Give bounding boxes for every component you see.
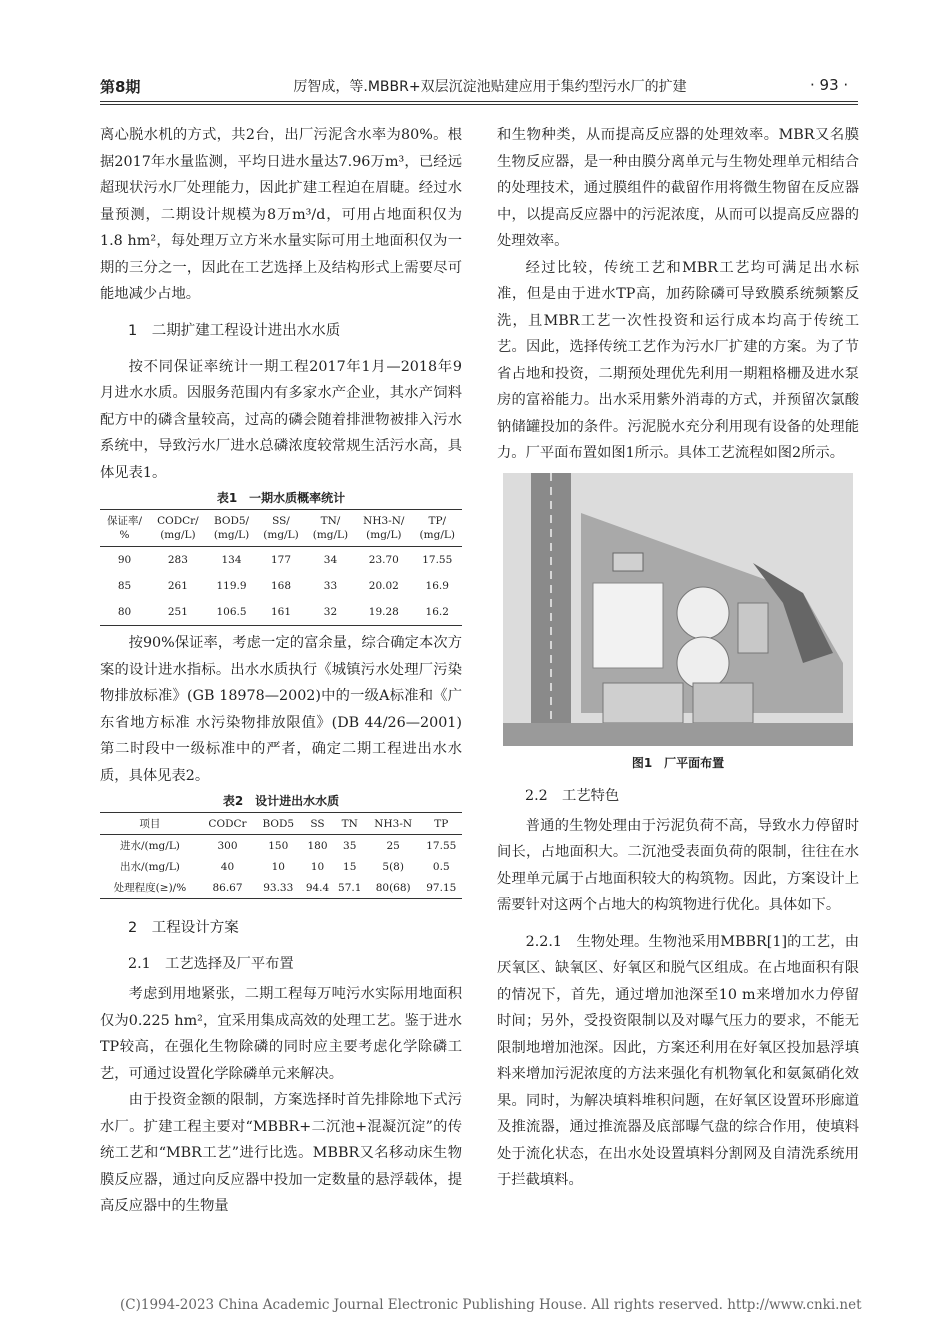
table-cell: 0.5 [432,860,450,873]
table-cell: 5(8) [382,860,404,873]
table-cell: 10 [310,860,325,873]
table-caption: 表1 一期水质概率统计 [216,491,346,505]
table-cell: 17.55 [422,554,453,566]
section-heading: 1 二期扩建工程设计进出水水质 [128,322,341,339]
site-plan-image [503,473,853,746]
table-cell: 出水/(mg/L) [119,861,180,873]
journal-issue: 第8期 [100,78,141,96]
right-column [497,122,859,1194]
column-header: CODCr/ (mg/L) [149,510,207,547]
page-number: · 93 · [810,76,849,94]
table-cell: 16.9 [425,580,449,592]
table-cell: 23.70 [368,554,399,566]
paragraph: 离心脱水机的方式，共2台，出厂污泥含水率为80%。根据2017年水量监测，平均日进水量达7.96万m³，已经远超现状污水厂处理能力，因此扩建工程迫在眉睫。经过水量预测，二期设计规模为8万m³/d，可用占地面积仅为1.8 hm²，每处理万立方米水量实际可用土地面积仅为一期的三分之一，因此在工艺选择上及结构形式上需要尽可能地减少占地。 [100,127,462,302]
table-cell: 90 [117,554,132,566]
column-header: BOD5/ (mg/L) [207,510,256,547]
table-cell: 97.15 [426,881,457,894]
column-header: TP/ (mg/L) [412,510,462,547]
header-rule [100,101,858,102]
header-rule-thin [100,104,858,105]
table-cell: 300 [217,839,238,852]
column-header: CODCr [200,813,255,835]
table-row [100,599,462,626]
table-row [100,877,462,899]
column-header: BOD5 [255,813,301,835]
table-cell: 86.67 [212,881,243,894]
table-cell: 80(68) [375,881,411,894]
copyright-footer: (C)1994-2023 China Academic Journal Electronic Publishing House. All rights reserved. http://www.cnki.net [120,1297,862,1313]
table-caption: 表2 设计进出水水质 [222,794,340,808]
table-cell: 93.33 [263,881,294,894]
column-header: SS/ (mg/L) [256,510,305,547]
column-header: 保证率/ % [100,510,149,547]
section-heading: 2 工程设计方案 [128,920,239,936]
table-cell: 283 [167,554,188,566]
table-row [100,547,462,574]
table-cell: 32 [323,606,338,618]
paragraph: 和生物种类，从而提高反应器的处理效率。MBR又名膜生物反应器，是一种由膜分离单元与生物处理单元相结合的处理技术，通过膜组件的截留作用将微生物留在反应器中，以提高反应器中的污泥浓度，从而可以提高反应器的处理效率。 [497,127,859,249]
table-cell: 106.5 [216,606,247,618]
subsection-heading: 2.1 工艺选择及厂平布置 [128,956,294,972]
column-header: SS [301,813,333,835]
column-header: 项目 [100,813,200,835]
table-cell: 134 [221,554,242,566]
column-header: TN [334,813,366,835]
table-cell: 处理程度(≥)/% [113,882,187,894]
table-cell: 251 [167,606,188,618]
table-cell: 94.4 [305,881,330,894]
table-cell: 20.02 [368,580,399,592]
table-cell: 19.28 [368,606,399,618]
table-header-row [100,813,462,835]
table-cell: 进水/(mg/L) [119,840,180,852]
column-header: NH3-N [366,813,421,835]
table-cell: 161 [270,606,291,618]
table-1 [100,509,462,626]
paragraph: 按90%保证率，考虑一定的富余量，综合确定本次方案的设计进水指标。出水水质执行《城镇污水处理厂污染物排放标准》(GB 18978—2002)中的一级A标准和《广东省地方标准 水污染物排放限值》(DB 44/26—2001)第二时段中一级标准中的严者，确定二期工程进出水水质，具体见表2。 [100,635,462,784]
table-cell: 10 [271,860,285,873]
column-header: TP [421,813,462,835]
table-row [100,835,462,857]
column-header: TN/ (mg/L) [306,510,355,547]
table-cell: 17.55 [426,839,457,852]
figure-caption: 图1 厂平面布置 [631,755,725,770]
table-cell: 34 [323,554,338,566]
table-cell: 177 [270,554,291,566]
table-header-row [100,510,462,547]
table-2 [100,812,462,899]
paragraph: 考虑到用地紧张，二期工程每万吨污水实际用地面积仅为0.225 hm²，宜采用集成高效的处理工艺。鉴于进水TP较高，在强化生物除磷的同时应主要考虑化学除磷工艺，可通过设置化学除磷单元来解决。 [100,986,462,1082]
table-cell: 261 [167,580,188,592]
column-header: NH3-N/ (mg/L) [355,510,412,547]
table-cell: 85 [117,580,132,592]
table-cell: 25 [386,839,400,852]
table-cell: 168 [270,580,291,592]
table-cell: 35 [343,839,357,852]
table-cell: 150 [268,839,289,852]
table-cell: 57.1 [338,881,362,894]
table-cell: 80 [117,606,132,618]
table-row [100,573,462,599]
paragraph: 普通的生物处理由于污泥负荷不高，导致水力停留时间长，占地面积大。二沉池受表面负荷的限制，往往在水处理单元属于占地面积较大的构筑物。因此，方案设计上需要针对这两个占地大的构筑物进行优化。具体如下。 [497,817,859,913]
paragraph: 2.2.1 生物处理。生物池采用MBBR[1]的工艺，由厌氧区、缺氧区、好氧区和脱气区组成。在占地面积有限的情况下，首先，通过增加池深至10 m来增加水力停留时间；另外，受投资限制以及对曝气压力的要求，不能无限制地增加池深。因此，方案还利用在好氧区投加悬浮填料来增加污泥浓度的方法来强化有机物氧化和氨氮硝化效果。同时，为解决填料堆积问题，在好氧区设置环形廊道及推流器，通过推流器及底部曝气盘的综合作用，使填料处于流化状态，在出水处设置填料分割网及自清洗系统用于拦截填料。 [497,933,859,1188]
table-cell: 15 [343,860,357,873]
table-cell: 119.9 [216,580,247,592]
paragraph: 经过比较，传统工艺和MBR工艺均可满足出水标准，但是由于进水TP高，加药除磷可导致膜系统频繁反洗，且MBR工艺一次性投资和运行成本均高于传统工艺。因此，选择传统工艺作为污水厂扩建的方案。为了节省占地和投资，二期预处理优先利用一期粗格栅及进水泵房的富裕能力。出水采用紫外消毒的方式，并预留次氯酸钠储罐投加的条件。污泥脱水充分利用现有设备的处理能力。厂平面布置如图1所示。具体工艺流程如图2所示。 [497,259,859,461]
paragraph: 由于投资金额的限制，方案选择时首先排除地下式污水厂。扩建工程主要对“MBBR+二沉池+混凝沉淀”的传统工艺和“MBR工艺”进行比选。MBBR又名移动床生物膜反应器，通过向反应器中投加一定数量的悬浮载体，提高反应器中的生物量 [100,1092,462,1214]
table-cell: 33 [323,580,338,592]
plant-layout-figure [503,473,853,746]
left-column [100,122,462,1220]
running-title: 厉智成，等.MBBR+双层沉淀池贴建应用于集约型污水厂的扩建 [293,79,687,95]
table-row [100,856,462,877]
table-cell: 40 [220,860,235,873]
table-cell: 16.2 [425,606,449,618]
subsection-heading: 2.2 工艺特色 [525,787,620,804]
paragraph: 按不同保证率统计一期工程2017年1月—2018年9月进水水质。因服务范围内有多家水产企业，其水产饲料配方中的磷含量较高，过高的磷会随着排泄物被排入污水系统中，导致污水厂进水总磷浓度较常规生活污水高，具体见表1。 [100,358,462,481]
table-cell: 180 [307,839,328,852]
